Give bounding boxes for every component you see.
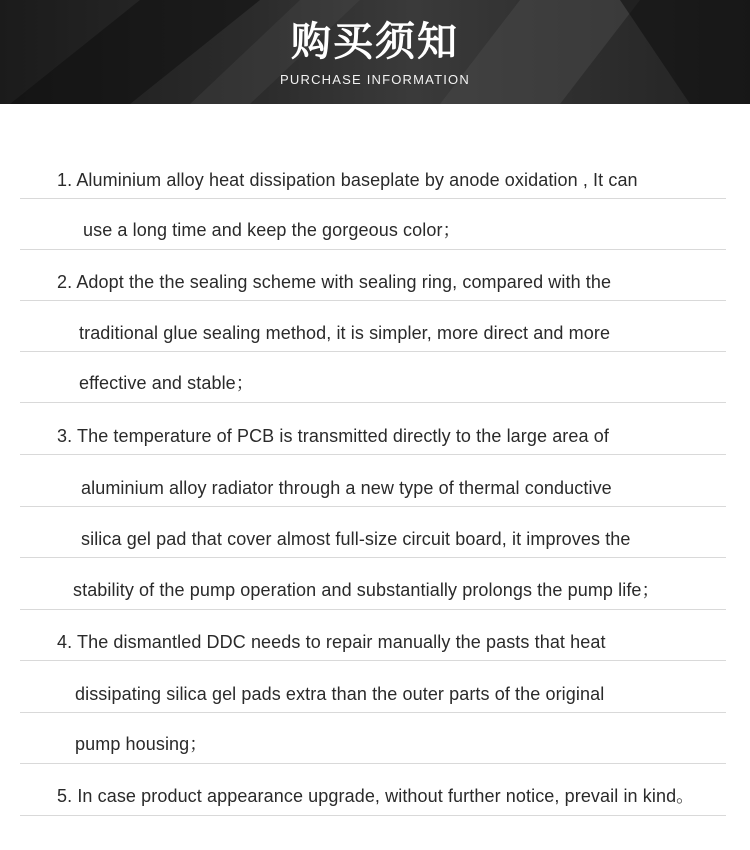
list-line xyxy=(20,765,726,816)
list-line-text: 4. The dismantled DDC needs to repair manually the pasts that heat xyxy=(57,632,606,652)
list-line-text: silica gel pad that cover almost full-size circuit board, it improves the xyxy=(81,529,631,549)
list-line xyxy=(20,148,726,199)
list-line xyxy=(20,352,726,403)
list-line xyxy=(20,404,726,455)
list-line-text: use a long time and keep the gorgeous color； xyxy=(83,220,461,240)
list-line-text: dissipating silica gel pads extra than the outer parts of the original xyxy=(75,684,605,704)
list-line-text: traditional glue sealing method, it is simpler, more direct and more xyxy=(79,323,611,343)
list-line xyxy=(20,662,726,713)
list-line-text: pump housing； xyxy=(75,734,208,754)
list-line-text: stability of the pump operation and substantially prolongs the pump life； xyxy=(73,580,660,600)
list-line xyxy=(20,456,726,507)
list-line xyxy=(20,301,726,352)
list-line xyxy=(20,610,726,661)
list-line-text: 5. In case product appearance upgrade, without further notice, prevail in kind。 xyxy=(57,786,695,806)
list-line xyxy=(20,507,726,558)
page-subtitle: PURCHASE INFORMATION xyxy=(280,72,470,87)
list-line-text: 2. Adopt the the sealing scheme with sealing ring, compared with the xyxy=(57,272,612,292)
list-line xyxy=(20,250,726,301)
list-line-text: effective and stable； xyxy=(79,373,254,393)
list-line-text: 1. Aluminium alloy heat dissipation baseplate by anode oxidation , It can xyxy=(57,170,638,190)
list-line xyxy=(20,199,726,250)
list-line xyxy=(20,559,726,610)
list-line-text: 3. The temperature of PCB is transmitted directly to the large area of xyxy=(57,426,609,446)
list-line xyxy=(20,713,726,764)
list-line-text: aluminium alloy radiator through a new type of thermal conductive xyxy=(81,478,612,498)
page-title: 购买须知 xyxy=(291,19,459,65)
